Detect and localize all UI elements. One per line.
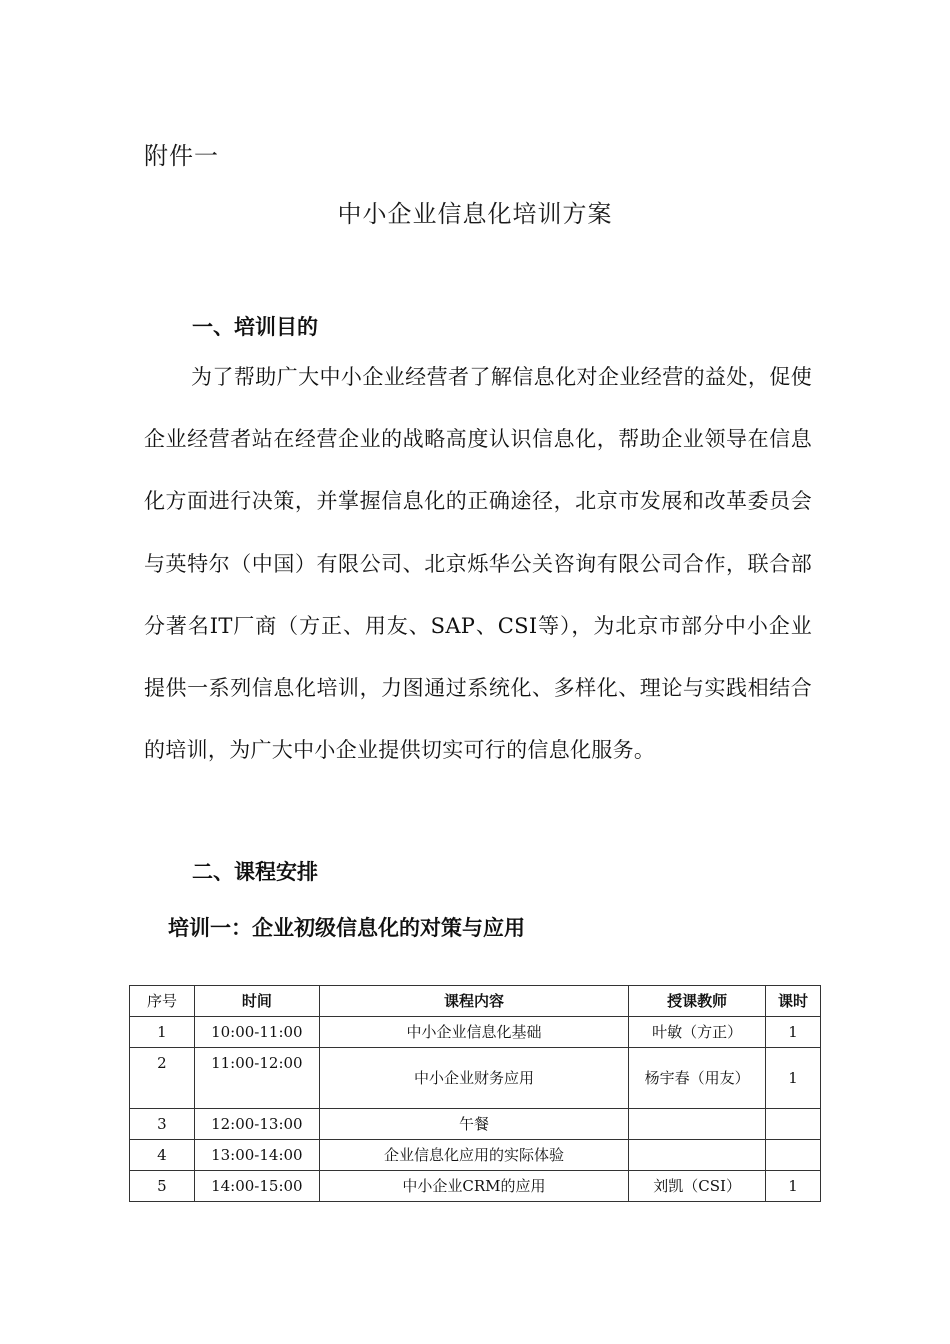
table-header-row	[130, 986, 821, 1017]
cell-time: 14:00-15:00	[194, 1171, 319, 1202]
purpose-paragraph: 为了帮助广大中小企业经营者了解信息化对企业经营的益处，促使企业经营者站在经营企业的战略高度认识信息化，帮助企业领导在信息化方面进行决策，并掌握信息化的正确途径，北京市发展和改革委员会与英特尔（中国）有限公司、北京烁华公关咨询有限公司合作，联合部分著名IT厂商（方正、用友、SAP、CSI等），为北京市部分中小企业提供一系列信息化培训，力图通过系统化、多样化、理论与实践相结合的培训，为广大中小企业提供切实可行的信息化服务。	[144, 365, 812, 763]
cell-time: 13:00-14:00	[194, 1140, 319, 1171]
cell-hours: 1	[766, 1048, 821, 1109]
cell-content: 午餐	[319, 1109, 628, 1140]
attachment-label: 附件一	[144, 142, 219, 170]
table-row	[130, 1140, 821, 1171]
table-row	[130, 1171, 821, 1202]
cell-hours	[766, 1140, 821, 1171]
cell-hours	[766, 1109, 821, 1140]
cell-index: 3	[130, 1109, 195, 1140]
cell-teacher: 刘凯（CSI）	[629, 1171, 766, 1202]
table-row	[130, 1017, 821, 1048]
schedule-table	[129, 985, 821, 1202]
cell-teacher: 叶敏（方正）	[629, 1017, 766, 1048]
cell-time: 12:00-13:00	[194, 1109, 319, 1140]
cell-content: 中小企业财务应用	[319, 1048, 628, 1109]
cell-hours: 1	[766, 1171, 821, 1202]
header-content: 课程内容	[319, 986, 628, 1017]
cell-time: 10:00-11:00	[194, 1017, 319, 1048]
header-teacher: 授课教师	[629, 986, 766, 1017]
cell-index: 2	[130, 1048, 195, 1109]
cell-index: 4	[130, 1140, 195, 1171]
document-title: 中小企业信息化培训方案	[337, 200, 613, 228]
table-row	[130, 1048, 821, 1109]
header-hours: 课时	[766, 986, 821, 1017]
cell-teacher: 杨宇春（用友）	[629, 1048, 766, 1109]
cell-teacher	[629, 1109, 766, 1140]
cell-content: 中小企业信息化基础	[319, 1017, 628, 1048]
section-heading-purpose: 一、培训目的	[192, 315, 318, 339]
table-row	[130, 1109, 821, 1140]
cell-time: 11:00-12:00	[194, 1048, 319, 1109]
training-title: 培训一：企业初级信息化的对策与应用	[168, 916, 525, 940]
header-time: 时间	[194, 986, 319, 1017]
section-heading-schedule: 二、课程安排	[192, 860, 318, 884]
cell-hours: 1	[766, 1017, 821, 1048]
cell-index: 1	[130, 1017, 195, 1048]
cell-teacher	[629, 1140, 766, 1171]
cell-index: 5	[130, 1171, 195, 1202]
cell-content: 企业信息化应用的实际体验	[319, 1140, 628, 1171]
cell-content: 中小企业CRM的应用	[319, 1171, 628, 1202]
header-index: 序号	[130, 986, 195, 1017]
